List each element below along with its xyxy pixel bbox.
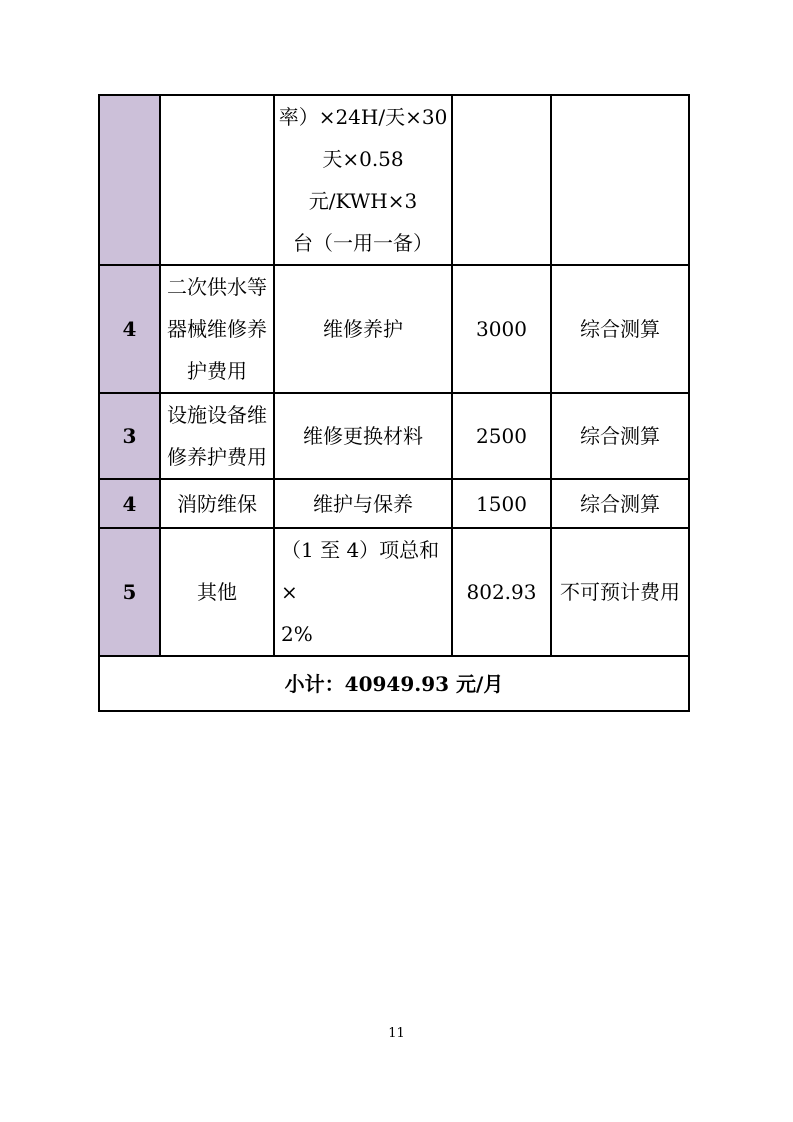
calc-desc-cell (274, 528, 452, 656)
row-number-cell: 3 (99, 393, 160, 479)
item-name-cell (160, 95, 274, 265)
amount-cell: 3000 (452, 265, 551, 393)
calc-desc-cell: 维修更换材料 (274, 393, 452, 479)
calc-desc-cell: 维修养护 (274, 265, 452, 393)
row-number-cell: 5 (99, 528, 160, 656)
table-row (99, 265, 689, 393)
calc-desc-line: （1 至 4）项总和× (281, 538, 440, 604)
calc-desc-cell: 维护与保养 (274, 479, 452, 528)
row-number-cell: 4 (99, 265, 160, 393)
subtotal-cell: 小计：40949.93 元/月 (99, 656, 689, 711)
calc-desc-line: 2% (281, 622, 313, 646)
amount-cell: 2500 (452, 393, 551, 479)
remark-cell: 综合测算 (551, 393, 689, 479)
calc-desc-line: 台（一用一备） (293, 231, 433, 255)
item-name-line: 二次供水等 (167, 275, 267, 299)
row-number-cell: 4 (99, 479, 160, 528)
table-row (99, 528, 689, 656)
item-name-cell (160, 393, 274, 479)
amount-cell (452, 95, 551, 265)
table-row (99, 479, 689, 528)
cost-table (98, 94, 690, 712)
amount-cell: 1500 (452, 479, 551, 528)
table-row (99, 95, 689, 265)
item-name-line: 护费用 (187, 359, 247, 383)
table-row (99, 393, 689, 479)
amount-cell: 802.93 (452, 528, 551, 656)
item-name-line: 设施设备维 (167, 403, 267, 427)
item-name-line: 器械维修养 (167, 317, 267, 341)
calc-desc-line: 率）×24H/天×30 (278, 105, 448, 129)
remark-cell: 综合测算 (551, 265, 689, 393)
item-name-cell: 其他 (160, 528, 274, 656)
calc-desc-line: 天×0.58 元/KWH×3 (308, 147, 418, 213)
item-name-cell: 消防维保 (160, 479, 274, 528)
remark-cell: 不可预计费用 (551, 528, 689, 656)
remark-cell: 综合测算 (551, 479, 689, 528)
calc-desc-cell (274, 95, 452, 265)
row-number-cell (99, 95, 160, 265)
remark-cell (551, 95, 689, 265)
page-number: 11 (388, 1026, 405, 1041)
item-name-line: 修养护费用 (167, 445, 267, 469)
item-name-cell (160, 265, 274, 393)
table-row-subtotal (99, 656, 689, 711)
